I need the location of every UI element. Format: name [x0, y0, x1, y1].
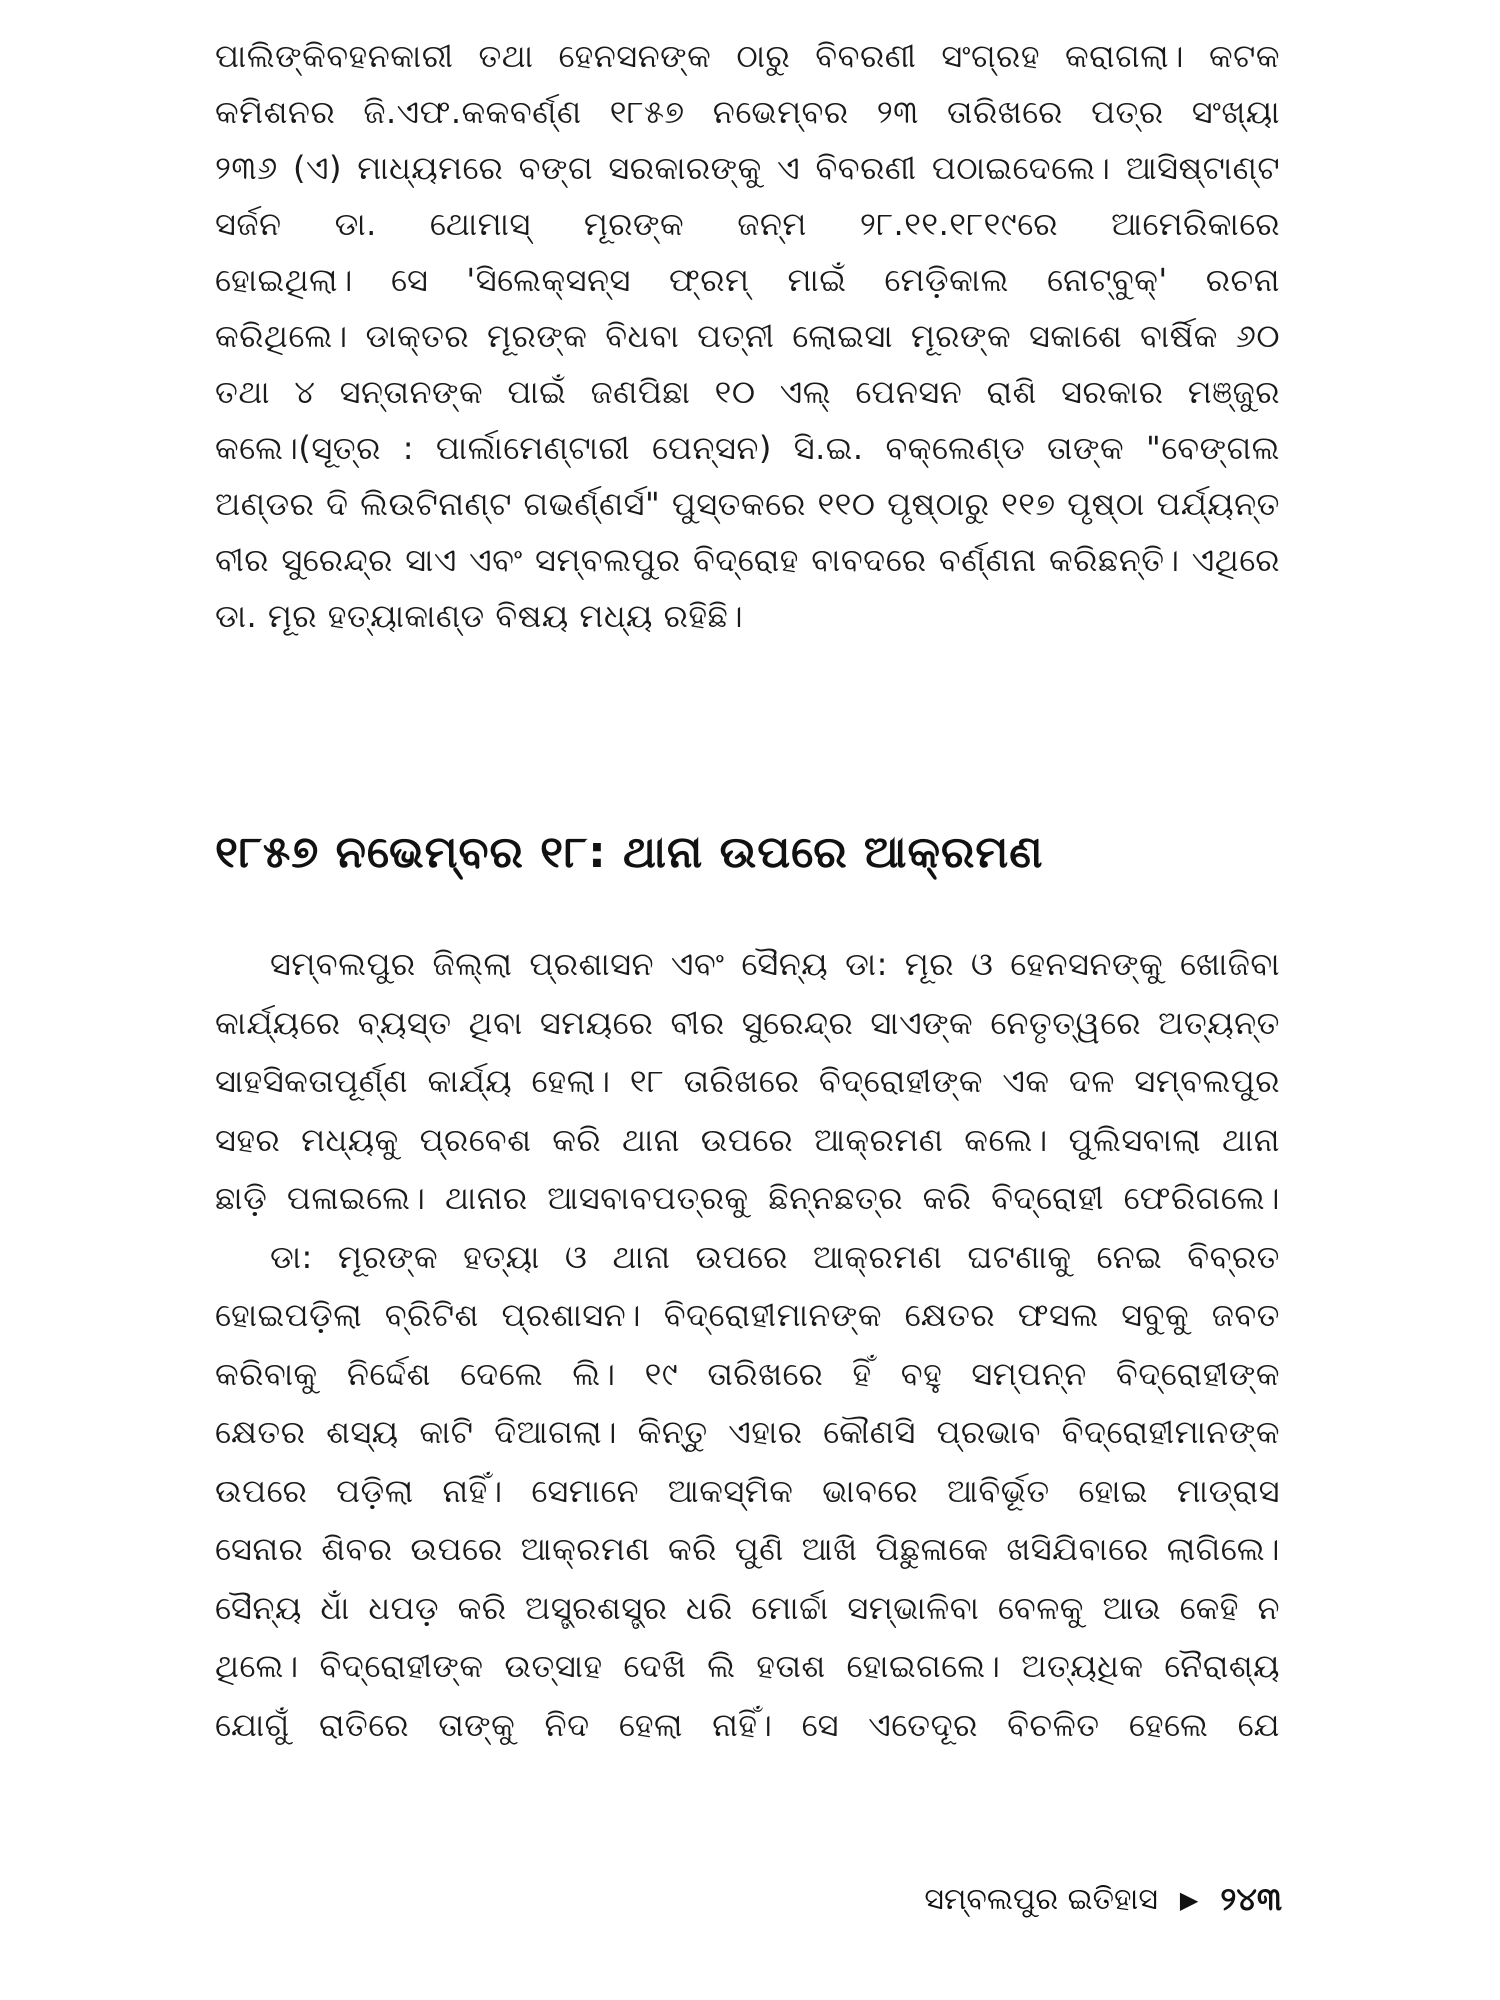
intro-paragraph [215, 28, 1280, 644]
text-line: ସହର ମଧ୍ୟକୁ ପ୍ରବେଶ କରି ଥାନା ଉପରେ ଆକ୍ରମଣ କଲେ। ପୁଲିସବାଲା ଥାନା [215, 1120, 1280, 1159]
text-line: ତଥା ୪ ସନ୍ତାନଙ୍କ ପାଇଁ ଜଣପିଛା ୧୦ ଏଲ୍ ପେନସନ ରାଶି ସରକାର ମଞ୍ଜୁର [215, 373, 1280, 411]
text-line: କରିଥିଲେ। ଡାକ୍ତର ମୂରଙ୍କ ବିଧବା ପତ୍ନୀ ଲୋଇସା ମୂରଙ୍କ ସକାଶେ ବାର୍ଷିକ ୬୦ [215, 317, 1280, 355]
page-number: ୨୪୩ [1220, 1880, 1282, 1918]
text-line: ସାହସିକତାପୂର୍ଣ୍ଣ କାର୍ଯ୍ୟ ହେଲା। ୧୮ ତାରିଖରେ ବିଦ୍ରୋହୀଙ୍କ ଏକ ଦଳ ସମ୍ବଲପୁର [215, 1062, 1280, 1100]
text-line: ୨୩୬ (ଏ) ମାଧ୍ୟମରେ ବଙ୍ଗ ସରକାରଙ୍କୁ ଏ ବିବରଣୀ ପଠାଇଦେଲେ। ଆସିଷ୍ଟାଣ୍ଟ [215, 149, 1280, 187]
text-line: ଡା. ମୂର ହତ୍ୟାକାଣ୍ଡ ବିଷୟ ମଧ୍ୟ ରହିଛି। [215, 597, 744, 635]
text-line: ଅଣ୍ଡର ଦି ଲିଉଟିନାଣ୍ଟ ଗଭର୍ଣ୍ଣର୍ସ" ପୁସ୍ତକରେ ୧୧୦ ପୃଷ୍ଠାରୁ ୧୧୭ ପୃଷ୍ଠା ପର୍ଯ୍ୟନ୍ତ [215, 485, 1280, 523]
text-line: ସୈନ୍ୟ ଧାଁ ଧପଡ଼ କରି ଅସ୍ତ୍ରଶସ୍ତ୍ର ଧରି ମୋର୍ଚ୍ଚା ସମ୍ଭାଳିବା ବେଳକୁ ଆଉ କେହି ନ [215, 1588, 1280, 1627]
text-line: ହୋଇପଡ଼ିଲା ବ୍ରିଟିଶ ପ୍ରଶାସନ। ବିଦ୍ରୋହୀମାନଙ୍କ କ୍ଷେତର ଫସଲ ସବୁକୁ ଜବତ [215, 1296, 1280, 1334]
text-line: କ୍ଷେତର ଶସ୍ୟ କାଟି ଦିଆଗଲା। କିନ୍ତୁ ଏହାର କୌଣସି ପ୍ରଭାବ ବିଦ୍ରୋହୀମାନଙ୍କ [215, 1413, 1280, 1451]
text-line: କଲେ।(ସୂତ୍ର : ପାର୍ଲାମେଣ୍ଟାରୀ ପେନ୍‌ସନ) ସି.ଇ. ବକ୍‌ଲେଣ୍ଡ ତାଙ୍କ "ବେଙ୍ଗଲ [215, 429, 1280, 467]
text-line: ସର୍ଜନ ଡା. ଥୋମାସ୍ ମୂରଙ୍କ ଜନ୍ମ ୨୮.୧୧.୧୮୧୯ରେ ଆମେରିକାରେ [215, 205, 1280, 243]
triangle-right-icon: ▶ [1179, 1885, 1199, 1914]
text-line: ହୋଇଥିଲା। ସେ 'ସିଲେକ୍ସନ୍ସ ଫ୍ରମ୍ ମାଇଁ ମେଡ଼ିକାଲ ନୋଟ୍‌ବୁକ୍' ରଚନା [215, 261, 1280, 299]
text-line: ଡା: ମୂରଙ୍କ ହତ୍ୟା ଓ ଥାନା ଉପରେ ଆକ୍ରମଣ ଘଟଣାକୁ ନେଇ ବିବ୍ରତ [270, 1237, 1280, 1276]
text-line: ଛାଡ଼ି ପଳାଇଲେ। ଥାନାର ଆସବାବପତ୍ରକୁ ଛିନ୍ନଛତ୍ର କରି ବିଦ୍ରୋହୀ ଫେରିଗଲେ। [215, 1179, 1280, 1217]
main-paragraphs [215, 935, 1280, 1754]
text-line: କାର୍ଯ୍ୟରେ ବ୍ୟସ୍ତ ଥିବା ସମୟରେ ବୀର ସୁରେନ୍ଦ୍ର ସାଏଙ୍କ ନେତୃତ୍ୱରେ ଅତ୍ୟନ୍ତ [215, 1003, 1280, 1042]
text-line: କରିବାକୁ ନିର୍ଦ୍ଦେଶ ଦେଲେ ଲି। ୧୯ ତାରିଖରେ ହିଁ ବହୁ ସମ୍ପନ୍ନ ବିଦ୍ରୋହୀଙ୍କ [215, 1354, 1280, 1393]
text-line: ଯୋଗୁଁ ରାତିରେ ତାଙ୍କୁ ନିଦ ହେଲା ନାହିଁ। ସେ ଏତେଦୂର ବିଚଳିତ ହେଲେ ଯେ [215, 1705, 1280, 1744]
text-line: ସେନାର ଶିବର ଉପରେ ଆକ୍ରମଣ କରି ପୁଣି ଆଖି ପିଛୁଳାକେ ଖସିଯିବାରେ ଲାଗିଲେ। [215, 1530, 1280, 1568]
text-line: ପାଲିଙ୍କିବହନକାରୀ ତଥା ହେନସନଙ୍କ ଠାରୁ ବିବରଣୀ ସଂଗ୍ରହ କରାଗଲା। କଟକ [215, 37, 1280, 75]
page-footer [924, 1880, 1282, 1919]
section-heading: ୧୮୫୭ ନଭେମ୍ବର ୧୮: ଥାନା ଉପରେ ଆକ୍ରମଣ [215, 826, 1044, 878]
text-line: ବୀର ସୁରେନ୍ଦ୍ର ସାଏ ଏବଂ ସମ୍ବଲପୁର ବିଦ୍ରୋହ ବାବଦରେ ବର୍ଣ୍ଣନା କରିଛନ୍ତି। ଏଥିରେ [215, 541, 1280, 579]
text-line: କମିଶନର ଜି.ଏଫ.କକବର୍ଣ୍ଣ ୧୮୫୭ ନଭେମ୍ବର ୨୩ ତାରିଖରେ ପତ୍ର ସଂଖ୍ୟା [215, 93, 1280, 131]
text-line: ସମ୍ବଲପୁର ଜିଲ୍ଲା ପ୍ରଶାସନ ଏବଂ ସୈନ୍ୟ ଡା: ମୂର ଓ ହେନସନଙ୍କୁ ଖୋଜିବା [270, 945, 1280, 983]
book-title: ସମ୍ବଲପୁର ଇତିହାସ [924, 1882, 1158, 1917]
text-line: ଥିଲେ। ବିଦ୍ରୋହୀଙ୍କ ଉତ୍ସାହ ଦେଖି ଲି ହତାଶ ହୋଇଗଲେ। ଅତ୍ୟଧିକ ନୈରାଶ୍ୟ [215, 1647, 1280, 1685]
text-line: ଉପରେ ପଡ଼ିଲା ନାହିଁ। ସେମାନେ ଆକସ୍ମିକ ଭାବରେ ଆବିର୍ଭୂତ ହୋଇ ମାଡ୍ରାସ [215, 1471, 1280, 1510]
